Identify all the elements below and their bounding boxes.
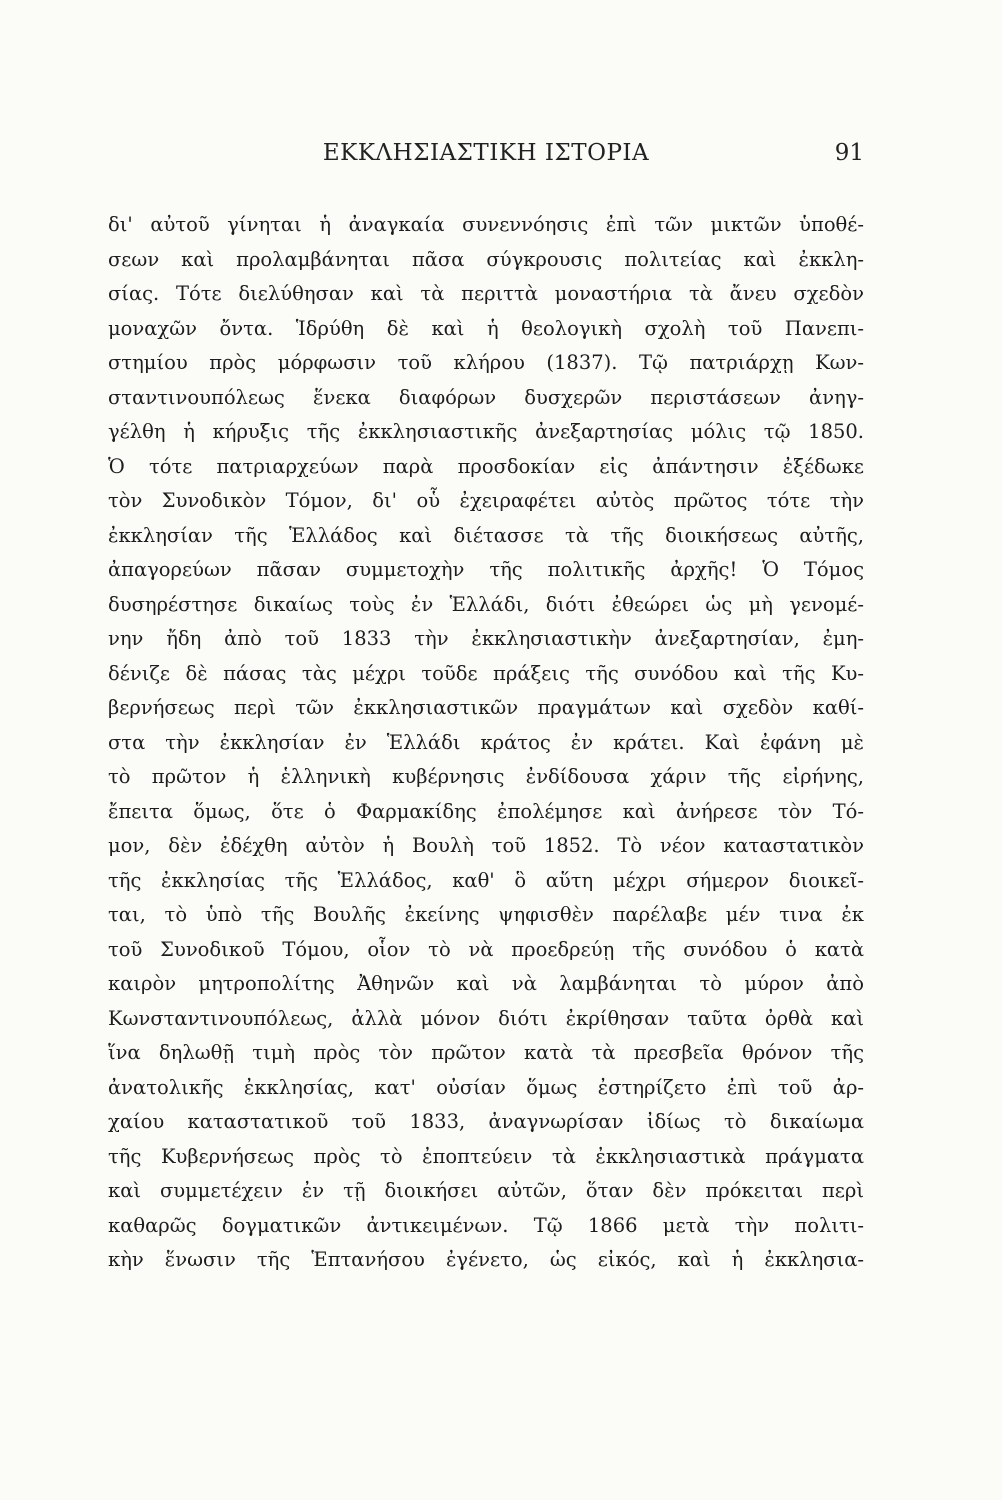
page-number: 91 — [834, 140, 864, 166]
running-title: ΕΚΚΛΗΣΙΑΣΤΙΚΗ ΙΣΤΟΡΙΑ — [322, 140, 650, 166]
text-line: σίας. Τότε διελύθησαν καὶ τὰ περιττὰ μοναστήρια τὰ ἄνευ σχεδὸν — [108, 282, 864, 305]
text-line: ἔπειτα ὅμως, ὅτε ὁ Φαρμακίδης ἐπολέμησε καὶ ἀνήρεσε τὸν Τό- — [108, 799, 864, 823]
text-line: δένιζε δὲ πάσας τὰς μέχρι τοῦδε πράξεις τῆς συνόδου καὶ τῆς Κυ- — [108, 661, 864, 685]
text-line: ται, τὸ ὑπὸ τῆς Βουλῆς ἐκείνης ψηφισθὲν παρέλαβε μέν τινα ἐκ — [108, 903, 864, 926]
text-line: Ὁ τότε πατριαρχεύων παρὰ προσδοκίαν εἰς ἀπάντησιν ἐξέδωκε — [108, 454, 864, 478]
text-line: μον, δὲν ἐδέχθη αὐτὸν ἡ Βουλὴ τοῦ 1852. Τὸ νέον καταστατικὸν — [108, 834, 864, 857]
text-line: χαίου καταστατικοῦ τοῦ 1833, ἀναγνωρίσαν ἰδίως τὸ δικαίωμα — [108, 1110, 864, 1133]
text-line: καὶ συμμετέχειν ἐν τῇ διοικήσει αὐτῶν, ὅταν δὲν πρόκειται περὶ — [108, 1179, 864, 1202]
text-line: στημίου πρὸς μόρφωσιν τοῦ κλήρου (1837). Τῷ πατριάρχῃ Κων- — [108, 351, 864, 374]
text-line: τὸ πρῶτον ἡ ἑλληνικὴ κυβέρνησις ἐνδίδουσα χάριν τῆς εἰρήνης, — [108, 765, 864, 788]
text-line: βερνήσεως περὶ τῶν ἐκκλησιαστικῶν πραγμάτων καὶ σχεδὸν καθί- — [108, 696, 864, 719]
text-line: ἀπαγορεύων πᾶσαν συμμετοχὴν τῆς πολιτικῆς ἀρχῆς! Ὁ Τόμος — [108, 558, 864, 581]
text-line: ἵνα δηλωθῇ τιμὴ πρὸς τὸν πρῶτον κατὰ τὰ πρεσβεῖα θρόνον τῆς — [108, 1041, 864, 1064]
text-line: τοῦ Συνοδικοῦ Τόμου, οἷον τὸ νὰ προεδρεύῃ τῆς συνόδου ὁ κατὰ — [108, 937, 864, 961]
running-head — [108, 136, 864, 176]
body-text — [108, 208, 864, 1278]
text-line: καιρὸν μητροπολίτης Ἀθηνῶν καὶ νὰ λαμβάνηται τὸ μύρον ἀπὸ — [108, 972, 864, 995]
text-line: ἀνατολικῆς ἐκκλησίας, κατ' οὐσίαν ὅμως ἐστηρίζετο ἐπὶ τοῦ ἀρ- — [108, 1075, 864, 1099]
text-line: Κωνσταντινουπόλεως, ἀλλὰ μόνον διότι ἐκρίθησαν ταῦτα ὀρθὰ καὶ — [108, 1006, 864, 1030]
text-line: ἐκκλησίαν τῆς Ἑλλάδος καὶ διέτασσε τὰ τῆς διοικήσεως αὐτῆς, — [108, 523, 864, 547]
text-line: στα τὴν ἐκκλησίαν ἐν Ἑλλάδι κράτος ἐν κράτει. Καὶ ἐφάνη μὲ — [108, 730, 864, 754]
text-line: τῆς Κυβερνήσεως πρὸς τὸ ἐποπτεύειν τὰ ἐκκλησιαστικὰ πράγματα — [108, 1144, 864, 1168]
text-line: δυσηρέστησε δικαίως τοὺς ἐν Ἑλλάδι, διότι ἐθεώρει ὡς μὴ γενομέ- — [108, 592, 864, 616]
text-line: τὸν Συνοδικὸν Τόμον, δι' οὗ ἐχειραφέτει αὐτὸς πρῶτος τότε τὴν — [108, 489, 864, 512]
text-line: δι' αὐτοῦ γίνηται ἡ ἀναγκαία συνεννόησις ἐπὶ τῶν μικτῶν ὑποθέ- — [108, 213, 864, 236]
text-line: γέλθη ἡ κήρυξις τῆς ἐκκλησιαστικῆς ἀνεξαρτησίας μόλις τῷ 1850. — [108, 420, 864, 443]
text-line: τῆς ἐκκλησίας τῆς Ἑλλάδος, καθ' ὃ αὕτη μέχρι σήμερον διοικεῖ- — [108, 868, 864, 892]
text-line: μοναχῶν ὄντα. Ἱδρύθη δὲ καὶ ἡ θεολογικὴ σχολὴ τοῦ Πανεπι- — [108, 316, 864, 340]
text-line: κὴν ἕνωσιν τῆς Ἑπτανήσου ἐγένετο, ὡς εἰκός, καὶ ἡ ἐκκλησια- — [108, 1248, 864, 1271]
text-line: σταντινουπόλεως ἕνεκα διαφόρων δυσχερῶν περιστάσεων ἀνηγ- — [108, 385, 864, 409]
text-line: νην ἤδη ἀπὸ τοῦ 1833 τὴν ἐκκλησιαστικὴν ἀνεξαρτησίαν, ἐμη- — [108, 627, 864, 650]
text-line: σεων καὶ προλαμβάνηται πᾶσα σύγκρουσις πολιτείας καὶ ἐκκλη- — [108, 247, 864, 271]
text-line: καθαρῶς δογματικῶν ἀντικειμένων. Τῷ 1866 μετὰ τὴν πολιτι- — [108, 1213, 864, 1237]
